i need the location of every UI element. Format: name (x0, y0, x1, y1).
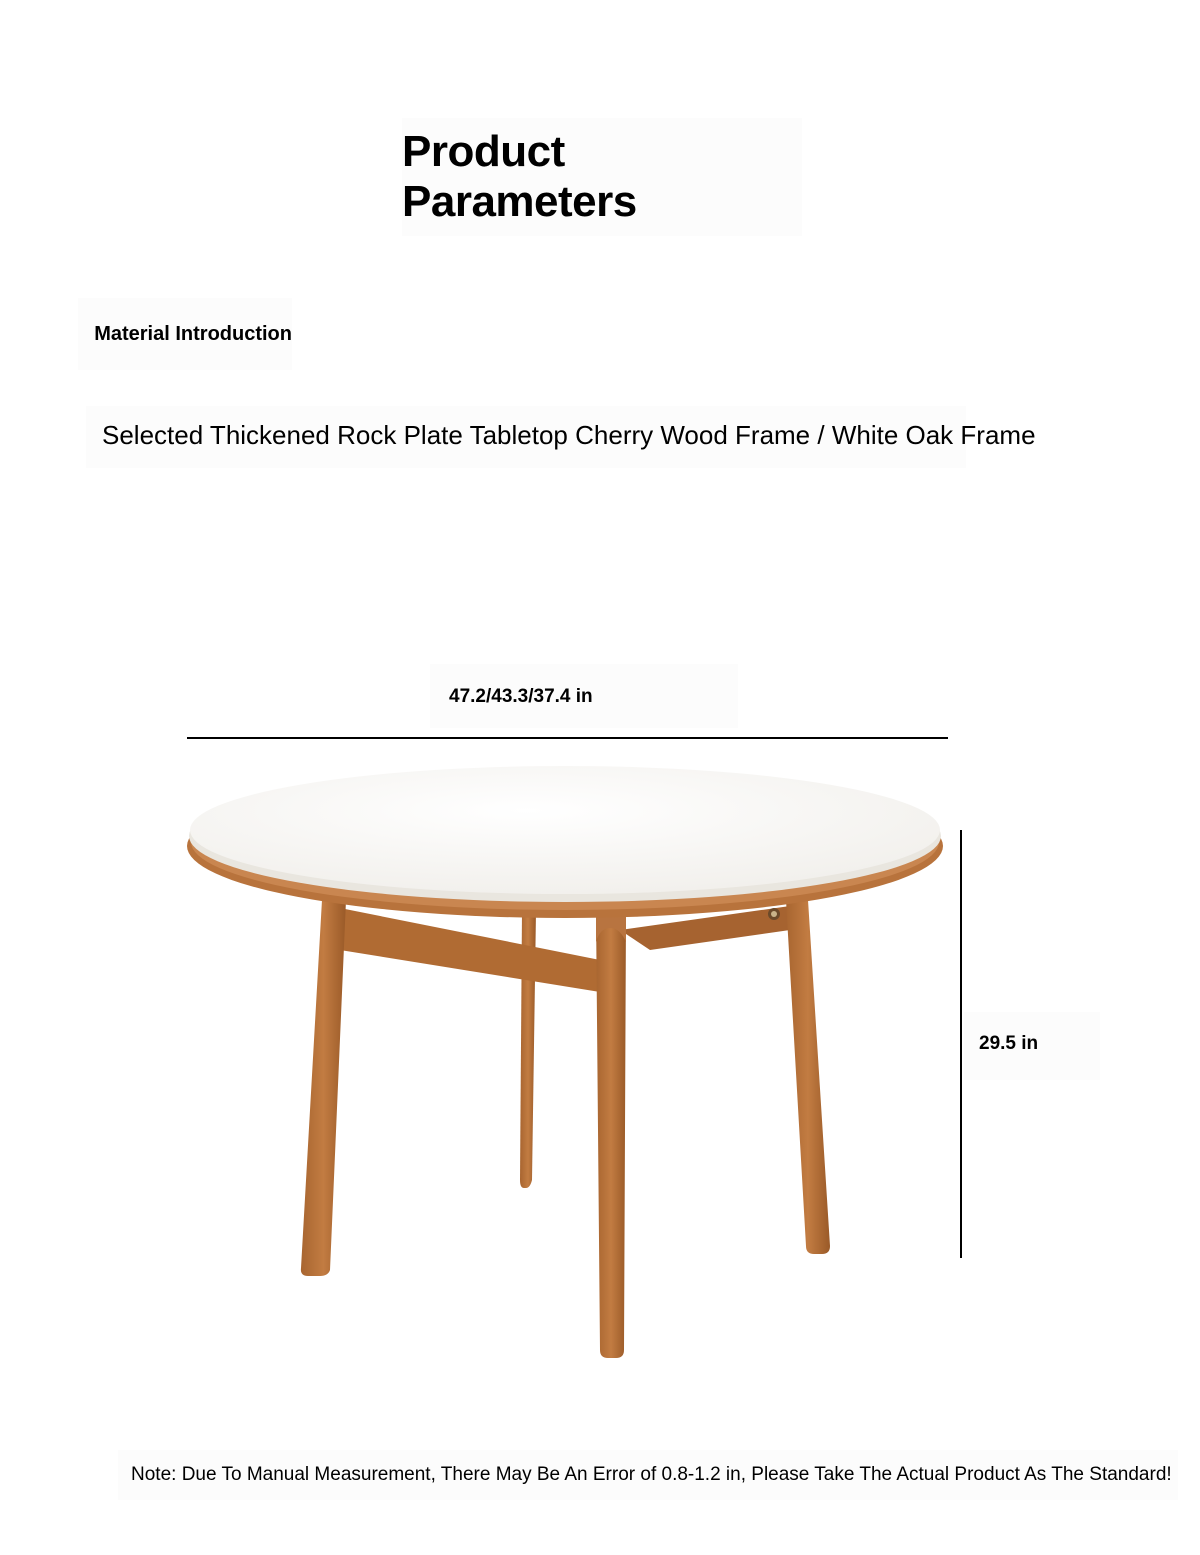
note-panel (118, 1450, 1178, 1500)
material-description-panel (86, 406, 1036, 468)
height-dimension-line (960, 830, 962, 1258)
width-dimension-line (187, 737, 948, 739)
width-dimension-label: 47.2/43.3/37.4 in (449, 686, 593, 707)
front-leg (596, 910, 626, 1358)
tabletop-surface (190, 766, 940, 894)
material-description: Selected Thickened Rock Plate Tabletop Cherry Wood Frame / White Oak Frame (102, 420, 1036, 450)
title-panel (402, 118, 802, 236)
width-label-panel (430, 664, 738, 728)
page-title: Product Parameters (402, 127, 637, 226)
apron-rail-left (340, 908, 600, 992)
material-section-label: Material Introduction (94, 322, 292, 345)
measurement-note: Note: Due To Manual Measurement, There May Be An Error of 0.8-1.2 in, Please Take The Actual Product As The Standard! (131, 1464, 1172, 1485)
right-leg (786, 900, 830, 1254)
height-label-panel (964, 1012, 1100, 1080)
material-label-panel (78, 298, 292, 370)
left-leg (301, 900, 346, 1276)
round-dining-table-image (180, 760, 950, 1370)
height-dimension-label: 29.5 in (979, 1033, 1039, 1054)
